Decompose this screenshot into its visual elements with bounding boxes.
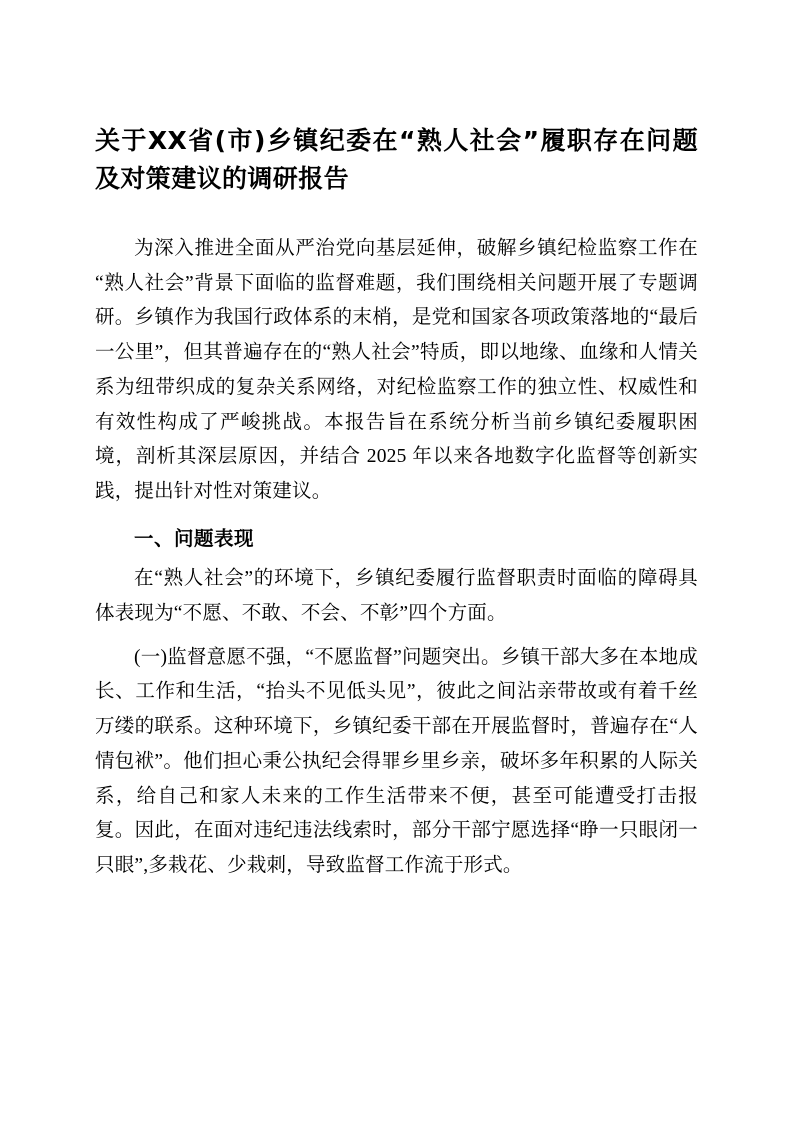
paragraph-problem-item-1: (一)监督意愿不强，“不愿监督”问题突出。乡镇干部大多在本地成长、工作和生活，“抬头不见低头见”，彼此之间沾亲带故或有着千丝万缕的联系。这种环境下，乡镇纪委干部在开展监督时，普遍存在“人情包袱”。他们担心秉公执纪会得罪乡里乡亲，破坏多年积累的人际关系，给自己和家人未来的工作生活带来不便，甚至可能遭受打击报复。因此，在面对违纪违法线索时，部分干部宁愿选择“睁一只眼闭一只眼”,多栽花、少栽刺，导致监督工作流于形式。 — [95, 646, 698, 876]
paragraph-intro: 为深入推进全面从严治党向基层延伸，破解乡镇纪检监察工作在“熟人社会”背景下面临的监督难题，我们围绕相关问题开展了专题调研。乡镇作为我国行政体系的末梢，是党和国家各项政策落地的“最后一公里”，但其普遍存在的“熟人社会”特质，即以地缘、血缘和人情关系为纽带织成的复杂关系网络，对纪检监察工作的独立性、权威性和有效性构成了严峻挑战。本报告旨在系统分析当前乡镇纪委履职困境，剖析其深层原因，并结合 2025 年以来各地数字化监督等创新实践，提出针对性对策建议。 — [95, 238, 698, 502]
page-title: 关于XX省(市)乡镇纪委在“熟人社会”履职存在问题及对策建议的调研报告 — [95, 126, 698, 193]
section-heading-problems: 一、问题表现 — [134, 526, 255, 550]
paragraph-problem-overview: 在“熟人社会”的环境下，乡镇纪委履行监督职责时面临的障碍具体表现为“不愿、不敢、不会、不彰”四个方面。 — [95, 568, 698, 625]
